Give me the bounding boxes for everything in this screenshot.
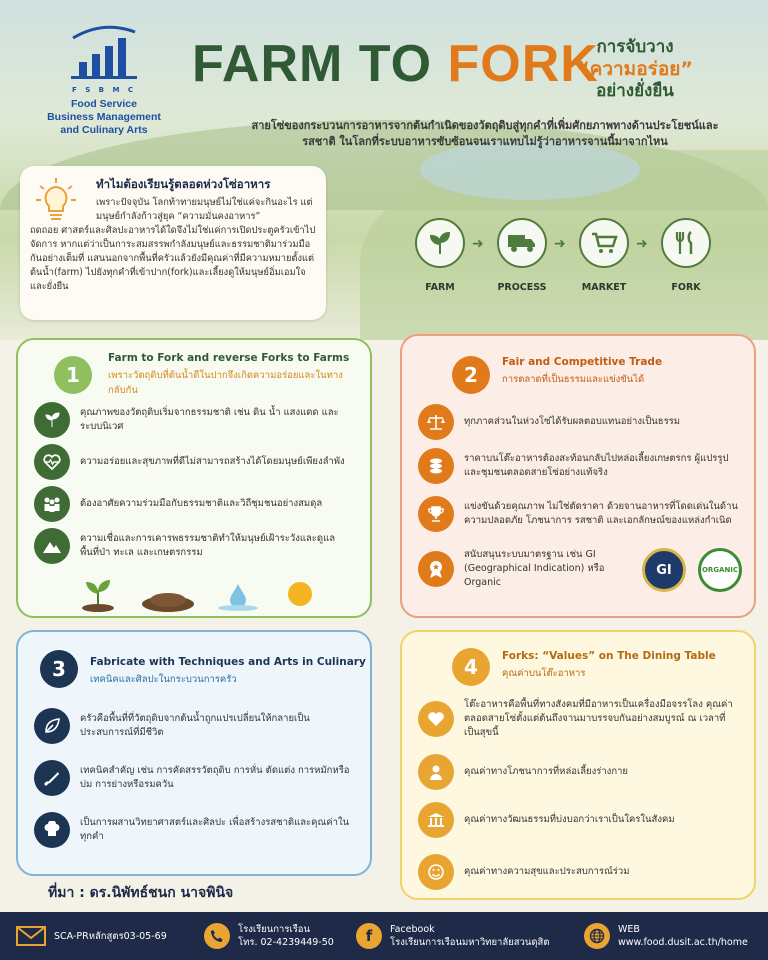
community-icon	[34, 486, 70, 522]
flow-step-market	[574, 218, 634, 293]
card-subheading: เพราะวัตถุดิบที่ต้นน้ำดีในปากจึงเกิดความอร่อยและในทางกลับกัน	[108, 370, 343, 396]
why-heading: ทำไมต้องเรียนรู้ตลอดห่วงโซ่อาหาร	[96, 177, 271, 191]
footer-fb-name[interactable]: โรงเรียนการเรือนมหาวิทยาลัยสวนดุสิต	[390, 937, 550, 948]
item-text: ทุกภาคส่วนในห่วงโซ่ได้รับผลตอบแทนอย่างเป็นธรรม	[464, 416, 681, 427]
heart-pulse-icon	[34, 444, 70, 480]
card-heading: Forks: “Values” on The Dining Table	[502, 650, 716, 662]
card-subheading: การตลาดที่เป็นธรรมและแข่งขันได้	[502, 374, 645, 385]
award-badge-icon	[418, 551, 454, 587]
logo-chart-icon	[65, 24, 143, 86]
arrow-right-icon: ➜	[636, 236, 648, 252]
item-text: เป็นการผสานวิทยาศาสตร์และศิลปะ เพื่อสร้างรสชาติและคุณค่าในทุกคำ	[80, 817, 350, 842]
list-item	[418, 698, 738, 740]
organic-badge: ORGANIC	[698, 548, 742, 592]
footer-phone-number: โทร. 02-4239449-50	[238, 937, 334, 948]
flow-step-process	[492, 218, 552, 293]
supply-chain-flow	[410, 218, 720, 298]
lightbulb-icon	[34, 176, 78, 224]
card-number: 1	[54, 356, 92, 394]
card-number: 3	[40, 650, 78, 688]
source-credit: ที่มา : ดร.นิพัทธ์ชนก นาจพินิจ	[48, 885, 234, 901]
footer-code	[16, 912, 167, 960]
logo-text: Food Service Business Management and Culinary Arts	[47, 98, 161, 136]
item-text: สนับสนุนระบบมาตรฐาน เช่น GI (Geographical Indication) หรือ Organic	[464, 549, 605, 588]
card-heading: Fabricate with Techniques and Arts in Culinary	[90, 656, 366, 668]
chef-hat-icon	[34, 812, 70, 848]
item-text: โต๊ะอาหารคือพื้นที่ทางสังคมที่มีอาหารเป็นเครื่องมือจรรโลง คุณค่าตลอดสายโซ่ตั้งแต่ต้นถึงจานมาบรรจบกันอย่างสมบูรณ์ ณ เวลาที่เป็นสุขนี้	[464, 699, 733, 738]
list-item	[418, 548, 628, 590]
card-subheading: เทคนิคและศิลปะในกระบวนการครัว	[90, 674, 237, 685]
plant-icon	[415, 218, 465, 268]
arrow-right-icon: ➜	[472, 236, 484, 252]
list-item	[34, 708, 354, 744]
card-fair-trade	[400, 334, 756, 618]
footer-facebook[interactable]	[356, 912, 550, 960]
flow-step-fork	[656, 218, 716, 293]
list-item	[418, 802, 738, 838]
globe-icon	[584, 923, 610, 949]
item-text: คุณค่าทางความสุขและประสบการณ์ร่วม	[464, 866, 630, 877]
card-number: 4	[452, 648, 490, 686]
footer-phone-label: โรงเรียนการเรือน	[238, 924, 310, 935]
list-item	[34, 486, 354, 522]
list-item	[418, 496, 738, 532]
why-body: ถดถอย ศาสตร์และศิลปะอาหารได้ใดจึงไม่ใช่แค่การเปิดประตูครัวเข้าไปจัดการ หากแต่ว่าเป็นการะสมสรรพกำลังมนุษย์และธรรมชาติมาร่วมมือกันอย่างเต็มที่ แสนนอกจากพื้นที่ครัวแล้วยังมีคุณค่าที่มีความหมายตั้งแต่ต้นน้ำ(farm) ไปยังทุกคำที่เข้าปาก(fork)และเลี้ยงดูให้มนุษย์อิ่มเอมใจ และยั่งยืน	[30, 225, 316, 292]
tagline-line-1: การจับวาง	[596, 37, 674, 57]
flow-step-farm	[410, 218, 470, 293]
temple-icon	[418, 802, 454, 838]
logo-mark: F S B M C	[71, 86, 136, 94]
phone-icon	[204, 923, 230, 949]
nature-elements-illustration	[78, 568, 318, 612]
card-heading: Farm to Fork and reverse Forks to Farms	[108, 352, 350, 364]
why-intro: เพราะปัจจุบัน โลกท้าทายมนุษย์ไม่ใช่แค่จะกินอะไร แต่มนุษย์กำลังก้าวสู่ยุค “ความมั่นคงอาหาร”	[96, 197, 313, 222]
person-icon	[418, 754, 454, 790]
list-item	[418, 754, 738, 790]
list-item	[34, 528, 354, 564]
flow-label: FARM	[425, 282, 455, 293]
card-fabricate	[16, 630, 372, 876]
title-fork: FORK	[447, 35, 599, 93]
list-item	[418, 404, 738, 440]
mountain-icon	[34, 528, 70, 564]
tagline	[560, 36, 710, 102]
footer-web[interactable]	[584, 912, 748, 960]
item-text: แข่งขันด้วยคุณภาพ ไม่ใช่ตัดราคา ด้วยจานอาหารที่โดดเด่นในด้านความปลอดภัย โภชนาการ รสชาติ และเอกลักษณ์ของแหล่งกำเนิด	[464, 501, 738, 526]
scale-icon	[418, 404, 454, 440]
page-title	[192, 34, 599, 94]
footer	[0, 912, 768, 960]
cart-icon	[579, 218, 629, 268]
item-text: ราคาบนโต๊ะอาหารต้องสะท้อนกลับไปหล่อเลี้ยงเกษตรกร ผู้แปรรูป และชุมชนตลอดสายโซ่อย่างแท้จริง	[464, 453, 729, 478]
flow-label: MARKET	[581, 282, 627, 293]
item-text: ความอร่อยและสุขภาพที่ดีไม่สามารถสร้างได้โดยมนุษย์เพียงลำพัง	[80, 456, 345, 467]
leaf-icon	[34, 708, 70, 744]
footer-phone[interactable]	[204, 912, 334, 960]
list-item	[34, 760, 354, 796]
flow-label: PROCESS	[497, 282, 547, 293]
item-text: ต้องอาศัยความร่วมมือกับธรรมชาติและวิถีชุมชนอย่างสมดุล	[80, 498, 323, 509]
tagline-line-3: อย่างยั่งยืน	[596, 81, 674, 101]
facebook-icon: f	[356, 923, 382, 949]
mail-icon	[16, 925, 46, 947]
item-text: คุณภาพของวัตถุดิบเริ่มจากธรรมชาติ เช่น ดิน น้ำ แสงแดด และระบบนิเวศ	[80, 407, 339, 432]
item-text: เทคนิคสำคัญ เช่น การคัดสรรวัตถุดิบ การหั่น ตัดแต่ง การหมักหรือบ่ม การย่างหรือรมควัน	[80, 765, 350, 790]
trophy-icon	[418, 496, 454, 532]
list-item	[418, 448, 738, 484]
list-item	[34, 444, 354, 480]
footer-web-url[interactable]: www.food.dusit.ac.th/home	[618, 937, 748, 948]
list-item	[418, 854, 738, 890]
gi-badge: GI	[642, 548, 686, 592]
card-forks-values	[400, 630, 756, 900]
card-heading: Fair and Competitive Trade	[502, 356, 663, 368]
list-item	[34, 402, 354, 438]
title-farm-to: FARM TO	[192, 35, 448, 93]
why-learn-box	[20, 166, 326, 320]
coins-icon	[418, 448, 454, 484]
list-item	[34, 812, 354, 848]
footer-fb-label: Facebook	[390, 924, 435, 935]
tagline-line-2: “ความอร่อย”	[577, 58, 693, 80]
item-text: ความเชื่อและการเคารพธรรมชาติทำให้มนุษย์เฝ้าระวังและดูแลพื้นที่ป่า ทะเล และเกษตรกรรม	[80, 533, 336, 558]
footer-web-label: WEB	[618, 924, 640, 935]
arrow-right-icon: ➜	[554, 236, 566, 252]
truck-icon	[497, 218, 547, 268]
heart-icon	[418, 701, 454, 737]
item-text: คุณค่าทางโภชนาการที่หล่อเลี้ยงร่างกาย	[464, 766, 628, 777]
item-text: ครัวคือพื้นที่ที่วัตถุดิบจากต้นน้ำถูกแปรเปลี่ยนให้กลายเป็นประสบการณ์ที่มีชีวิต	[80, 713, 310, 738]
card-number: 2	[452, 356, 490, 394]
flow-label: FORK	[671, 282, 701, 293]
smile-icon	[418, 854, 454, 890]
page-subtitle: สายโซ่ของกระบวนการอาหารจากต้นกำเนิดของวัตถุดิบสู่ทุกคำที่เพิ่มศักยภาพทางด้านประโยชน์และรสชาติ ในโลกที่ระบบอาหารซับซ้อนจนเราแทบไม่รู้ว่าอาหารจานนี้มาจากไหน	[251, 119, 719, 148]
card-subheading: คุณค่าบนโต๊ะอาหาร	[502, 668, 586, 679]
leaf-icon	[34, 402, 70, 438]
fork-knife-icon	[661, 218, 711, 268]
card-farm-to-fork	[16, 338, 372, 618]
knife-icon	[34, 760, 70, 796]
fsbmc-logo	[44, 24, 164, 137]
footer-code-text: SCA-PRหลักสูตร03-05-69	[54, 930, 167, 942]
item-text: คุณค่าทางวัฒนธรรมที่บ่งบอกว่าเราเป็นใครในสังคม	[464, 814, 675, 825]
